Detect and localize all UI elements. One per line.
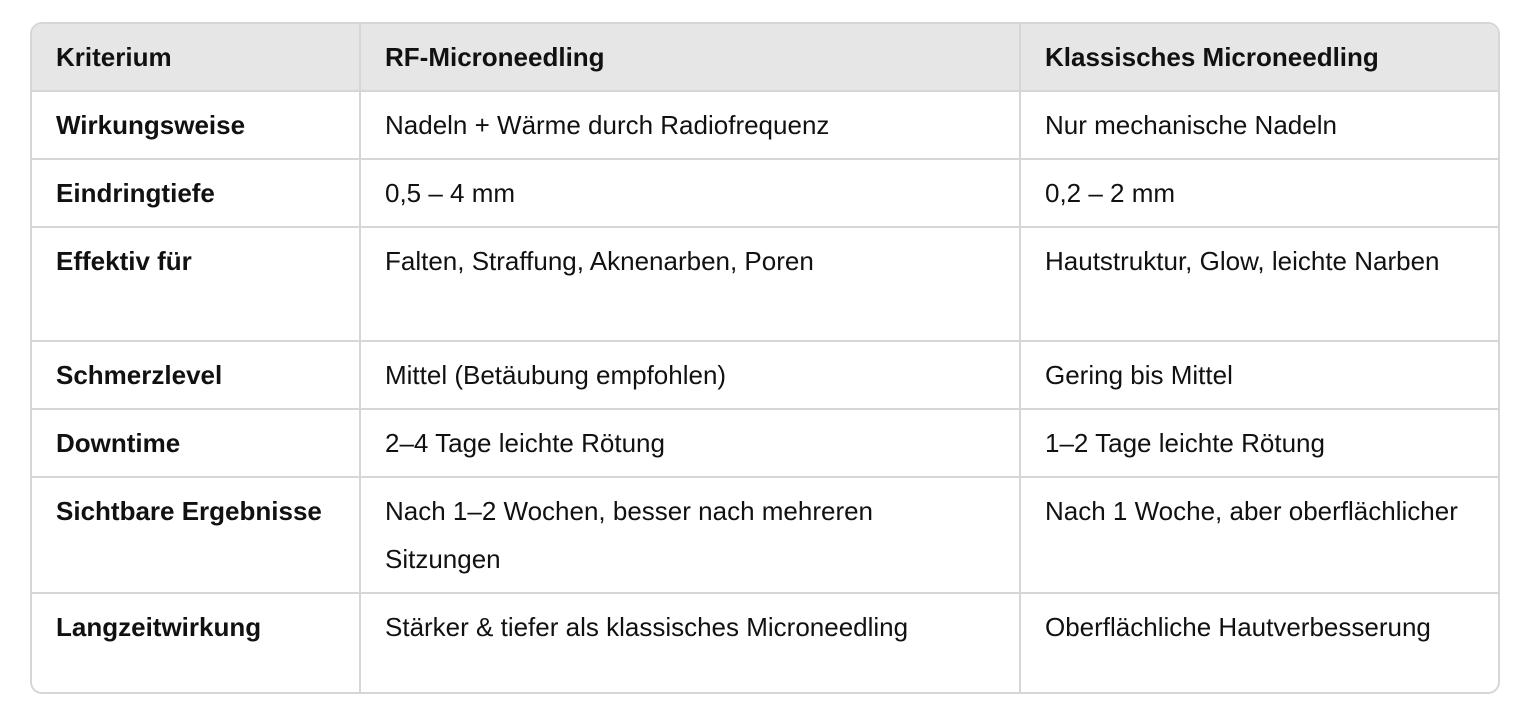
table-header	[32, 24, 1498, 91]
row-classic-value: 0,2 – 2 mm	[1020, 159, 1498, 227]
row-classic-value: 1–2 Tage leichte Rötung	[1020, 409, 1498, 477]
row-criterion: Downtime	[32, 409, 360, 477]
row-criterion: Sichtbare Ergebnisse	[32, 477, 360, 593]
table-row	[32, 593, 1498, 694]
header-rf-microneedling: RF-Microneedling	[360, 24, 1020, 91]
row-criterion: Effektiv für	[32, 227, 360, 341]
comparison-table	[32, 24, 1498, 694]
header-criterion: Kriterium	[32, 24, 360, 91]
row-rf-value: Nadeln + Wärme durch Radiofrequenz	[360, 91, 1020, 159]
row-rf-value: Nach 1–2 Wochen, besser nach mehreren Sitzungen	[360, 477, 1020, 593]
table-row	[32, 91, 1498, 159]
header-row	[32, 24, 1498, 91]
row-classic-value: Oberflächliche Hautverbesserung	[1045, 612, 1431, 642]
table-row	[32, 227, 1498, 341]
row-criterion: Wirkungsweise	[32, 91, 360, 159]
row-criterion: Schmerzlevel	[32, 341, 360, 409]
row-rf-value: 0,5 – 4 mm	[360, 159, 1020, 227]
row-rf-value: 2–4 Tage leichte Rötung	[360, 409, 1020, 477]
row-criterion: Eindringtiefe	[32, 159, 360, 227]
table-row	[32, 341, 1498, 409]
table-row	[32, 477, 1498, 593]
row-rf-value: Falten, Straffung, Aknenarben, Poren	[360, 227, 1020, 341]
table-body	[32, 91, 1498, 694]
row-classic-value: Nur mechanische Nadeln	[1020, 91, 1498, 159]
row-rf-value: Stärker & tiefer als klassisches Microneedling	[360, 593, 1020, 694]
header-classic-microneedling: Klassisches Microneedling	[1020, 24, 1498, 91]
table-row	[32, 159, 1498, 227]
row-criterion: Langzeitwirkung	[32, 593, 360, 694]
table-row	[32, 409, 1498, 477]
row-classic-value: Hautstruktur, Glow, leichte Narben	[1020, 227, 1498, 341]
row-rf-value: Mittel (Betäubung empfohlen)	[360, 341, 1020, 409]
row-classic-value: Gering bis Mittel	[1020, 341, 1498, 409]
comparison-table-container	[30, 22, 1500, 694]
row-classic-value: Nach 1 Woche, aber oberflächlicher	[1020, 477, 1498, 593]
